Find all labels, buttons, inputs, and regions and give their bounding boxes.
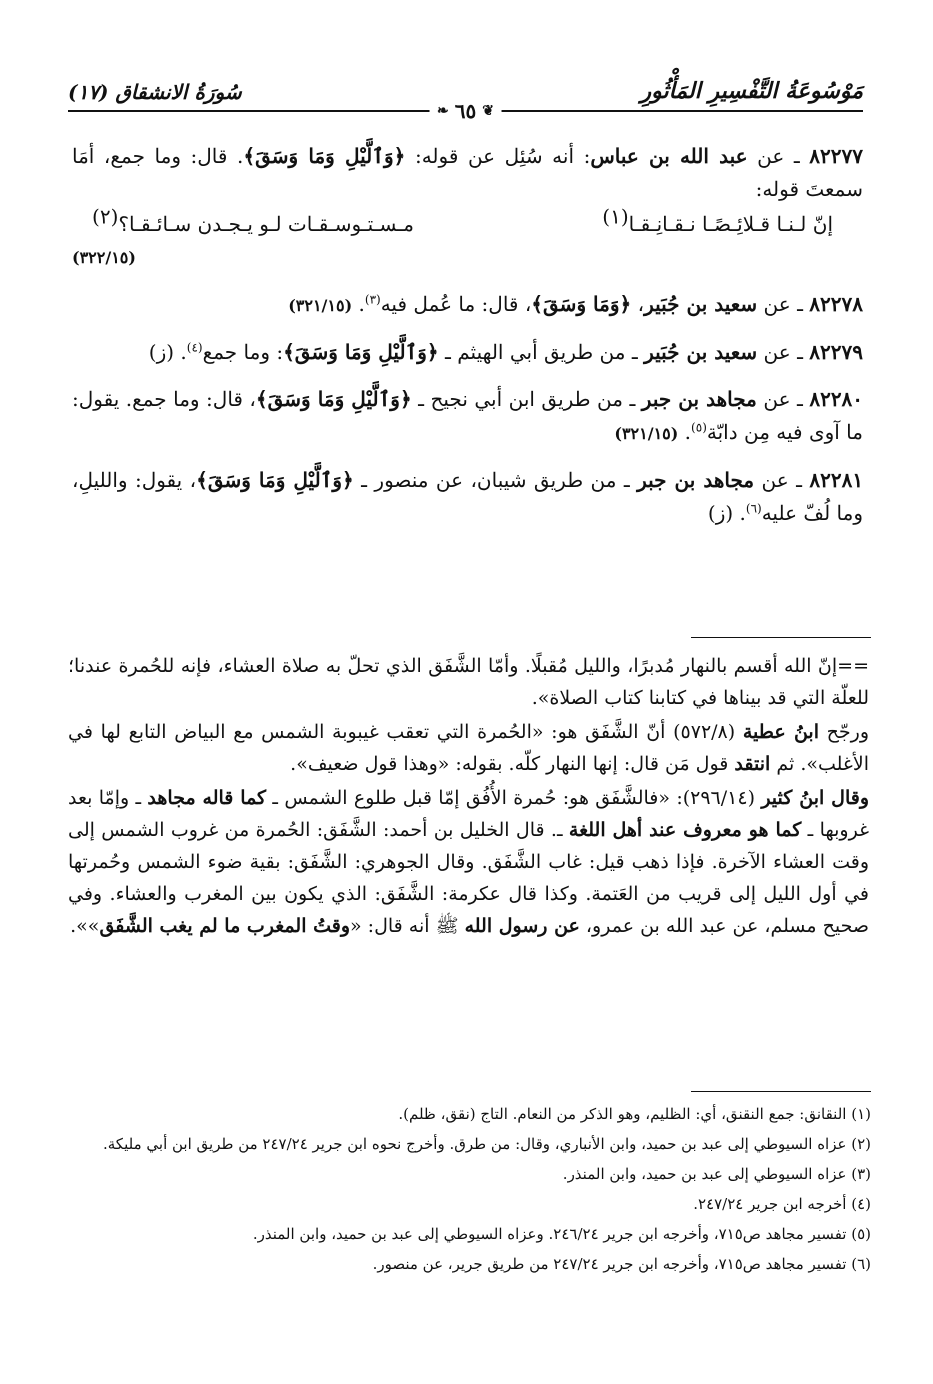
commentary-separator [691,637,871,638]
ornament-icon: ❧ [437,103,449,119]
footnote: (٣) عزاه السيوطي إلى عبد بن حميد، وابن المنذر. [562,1165,871,1183]
main-text [72,140,863,544]
footnote: (٢) عزاه السيوطي إلى عبد بن حميد، وابن الأنباري، وقال: من طرق. وأخرج نحوه ابن جرير ٢٤٧/٢٤ من طريق ابن أبي مليكة. [103,1135,871,1153]
surah-title: سُورَةُ الانشقاق (١٧) [68,80,242,104]
footnote: (١) النقانق: جمع النقنق، أي: الظليم، وهو الذكر من النعام. التاج (نقق، ظلم). [398,1105,871,1123]
commentary-paragraph: وقال ابنُ كثير (٢٩٦/١٤): «فالشَّفَق هو: حُمرة الأُفُق إمّا قبل طلوع الشمس ـ كما قاله مجاهد ـ وإمّا بعد غروبها ـ كما هو معروف عند أهل اللغة ـ. قال الخليل بن أحمد: الشَّفَق: الحُمرة من غروب الشمس إلى وقت العشاء الآخرة. فإذا ذهب قيل: غاب الشَّفَق. وقال الجوهري: الشَّفَق: بقية ضوء الشمس وحُمرتها في أول الليل إلى قريب من العَتمة. وكذا قال عكرمة: الشَّفَق: الذي يكون بين المغرب والعشاء. وفي صحيح مسلم، عن عبد الله بن عمرو، عن رسول الله ﷺ أنه قال: «وقتُ المغرب ما لم يغب الشَّفَق»». [68,787,870,937]
footnote: (٤) أخرجه ابن جرير ٢٤٧/٢٤. [693,1195,871,1213]
hadith-entry: ٨٢٢٧٨ ـ عن سعيد بن جُبَير، ﴿وَمَا وَسَقَ﴾، قال: ما عُمل فيه$^{(٣)}$. (٣٢١/١٥) [288,292,863,316]
footnote: (٥) تفسير مجاهد ص٧١٥، وأخرجه ابن جرير ٢٤٦/٢٤. وعزاه السيوطي إلى عبد بن حميد، وابن المنذر. [252,1225,871,1243]
commentary-paragraph: ==إنّ الله أقسم بالنهار مُدبرًا، والليل مُقبلًا. وأمّا الشَّفَق الذي تحلّ به صلاة العشاء، فإنه للحُمرة عندنا؛ للعلّة التي قد بيناها في كتابنا كتاب الصلاة». [68,655,869,709]
reference: (٣٢١/١٥) [288,296,353,315]
reference: (٣٢١/١٥) [614,424,679,443]
hadith-entry: ٨٢٢٧٧ ـ عن عبد الله بن عباس: أنه سُئِل عن قوله: ﴿وَٱلَّيْلِ وَمَا وَسَقَ﴾. قال: وما جمع، أمَا سمعتَ قوله: إنّ لـنـا قـلائِـصًـا نـقـانِـقـا(١) مـسـتـوسـقـات لـو يـجـدن سـائـقـا؟(٢) (٣٢٢/١٥) [72,140,863,274]
hadith-entry: ٨٢٢٨١ ـ عن مجاهد بن جبر ـ من طريق شيبان، عن منصور ـ ﴿وَٱلَّيْلِ وَمَا وَسَقَ﴾، يقول: والليلِ، وما لُفّ عليه$^{(٦)}$. (ز) [72,468,864,525]
poem-verse [72,204,863,241]
poem-hemistich-2: مـسـتـوسـقـات لـو يـجـدن سـائـقـا؟(٢) [92,204,414,236]
page-number: ❦ ٦٥ ❧ [429,99,502,123]
ornament-icon: ❦ [482,103,494,119]
commentary-paragraph: ورجّح ابنُ عطية (٥٧٢/٨) أنّ الشَّفَق هو: «الحُمرة التي تعقب غيبوبة الشمس مع البياض التابع لها في الأغلب». ثم انتقد قول مَن قال: إنها النهار كلّه. بقوله: «وهذا قول ضعيف». [68,721,870,775]
footnote: (٦) تفسير مجاهد ص٧١٥، وأخرجه ابن جرير ٢٤٧/٢٤ من طريق جرير، عن منصور. [372,1255,871,1273]
hadith-entry: ٨٢٢٨٠ ـ عن مجاهد بن جبر ـ من طريق ابن أبي نجيح ـ ﴿وَٱلَّيْلِ وَمَا وَسَقَ﴾، قال: وما جمع. يقول: ما آوى فيه مِن دابّة$^{(٥)}$. (٣٢١/١٥) [72,387,864,444]
footnote-separator [691,1091,871,1092]
commentary [68,650,869,944]
book-title: مَوْسُوعَةُ التَّفْسِيرِ المَأْثُورِ [640,78,863,104]
poem-hemistich-1: إنّ لـنـا قـلائِـصًـا نـقـانِـقـا(١) [602,204,833,236]
hadith-entry: ٨٢٢٧٩ ـ عن سعيد بن جُبَير ـ من طريق أبي الهيثم ـ ﴿وَٱلَّيْلِ وَمَا وَسَقَ﴾: وما جمع$^{(٤)}$. (ز) [148,340,863,364]
footnotes [72,1099,871,1279]
running-header [68,74,863,123]
reference: (٣٢٢/١٥) [72,248,136,267]
